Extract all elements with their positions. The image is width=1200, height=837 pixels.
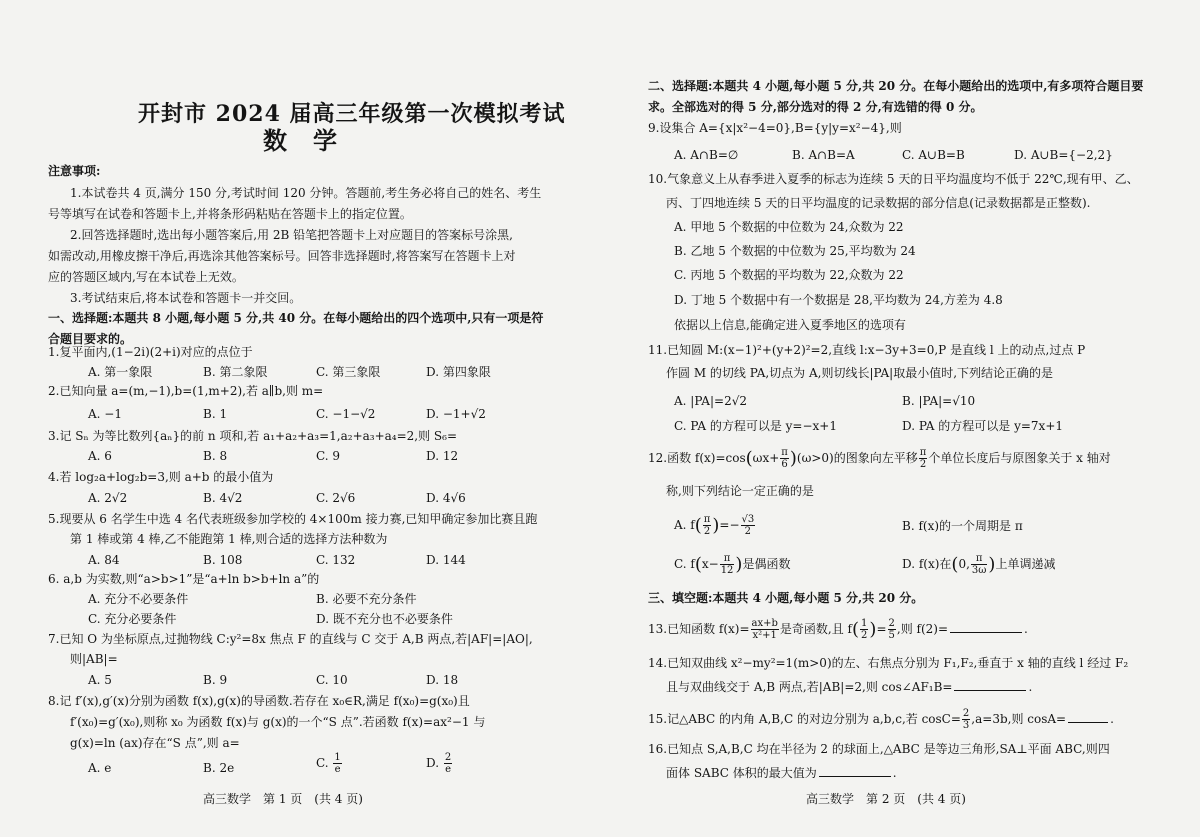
q11-option-b: B. |PA|=√10 xyxy=(902,394,976,408)
q5-option-a: A. 84 xyxy=(88,553,120,567)
q11-option-a: A. |PA|=2√2 xyxy=(674,394,747,408)
q7-option-a: A. 5 xyxy=(88,673,112,687)
q15-answer-blank xyxy=(1068,711,1108,723)
q12-option-a: A. f( $\frac{\pi}{2}$ )=− $\frac{√3}{2}$ xyxy=(674,514,755,537)
section-3-heading: 三、填空题:本题共 4 小题,每小题 5 分,共 20 分。 xyxy=(648,591,924,605)
q6-option-b: B. 必要不充分条件 xyxy=(316,592,417,606)
question-10: 10.气象意义上从春季进入夏季的标志为连续 5 天的日平均温度均不低于 22℃,现有甲、乙、 xyxy=(648,172,1139,186)
q10-option-c: C. 丙地 5 个数据的平均数为 22,众数为 22 xyxy=(674,268,904,282)
question-8: 8.记 f′(x),g′(x)分别为函数 f(x),g(x)的导函数.若存在 x₀∈R,满足 f(x₀)=g(x₀)且 xyxy=(48,694,470,708)
q12-option-c: C. f(x− $\frac{\pi}{12}$ )是偶函数 xyxy=(674,553,791,576)
right-page xyxy=(648,0,1156,837)
subject-title: 数学 xyxy=(263,126,363,155)
page-footer-2: 高三数学 第 2 页 (共 4 页) xyxy=(806,792,966,806)
q5-option-b: B. 108 xyxy=(203,553,243,567)
question-14-cont: 且与双曲线交于 A,B 两点,若|AB|=2,则 cos∠AF₁B= . xyxy=(666,680,1033,694)
q1-option-a: A. 第一象限 xyxy=(88,365,153,379)
q6-option-d: D. 既不充分也不必要条件 xyxy=(316,612,453,626)
question-6: 6. a,b 为实数,则“a>b>1”是“a+ln b>b+ln a”的 xyxy=(48,572,320,586)
question-1: 1.复平面内,(1−2i)(2+i)对应的点位于 xyxy=(48,345,253,359)
q2-option-b: B. 1 xyxy=(203,407,228,421)
q1-option-b: B. 第二象限 xyxy=(203,365,268,379)
question-7-cont: 则|AB|= xyxy=(70,652,118,666)
question-15: 15.记△ABC 的内角 A,B,C 的对边分别为 a,b,c,若 cosC= $\frac{2}{3}$ ,a=3b,则 cosA= . xyxy=(648,708,1114,731)
q2-option-d: D. −1+√2 xyxy=(426,407,486,421)
q5-option-d: D. 144 xyxy=(426,553,466,567)
q4-option-b: B. 4√2 xyxy=(203,491,243,505)
question-2: 2.已知向量 a=(m,−1),b=(1,m+2),若 a∥b,则 m= xyxy=(48,384,324,398)
q5-option-c: C. 132 xyxy=(316,553,356,567)
q8-option-d: D. $\frac{2}{e}$ xyxy=(426,752,452,775)
question-3: 3.记 Sₙ 为等比数列{aₙ}的前 n 项和,若 a₁+a₂+a₃=1,a₂+a₃+a₄=2,则 S₆= xyxy=(48,429,458,443)
section-2-heading-cont: 求。全部选对的得 5 分,部分选对的得 2 分,有选错的得 0 分。 xyxy=(648,100,983,114)
q3-option-b: B. 8 xyxy=(203,449,228,463)
q3-option-c: C. 9 xyxy=(316,449,341,463)
notice-3: 3.考试结束后,将本试卷和答题卡一并交回。 xyxy=(70,291,302,305)
left-page xyxy=(48,0,588,837)
q7-option-d: D. 18 xyxy=(426,673,459,687)
question-14: 14.已知双曲线 x²−my²=1(m>0)的左、右焦点分别为 F₁,F₂,垂直于 x 轴的直线 l 经过 F₂ xyxy=(648,656,1129,670)
question-8-cont2: g(x)=ln (ax)存在“S 点”,则 a= xyxy=(70,736,240,750)
q8-option-c: C. $\frac{1}{e}$ xyxy=(316,752,341,775)
section-1-heading: 一、选择题:本题共 8 小题,每小题 5 分,共 40 分。在每小题给出的四个选项中,只有一项是符 xyxy=(48,311,544,325)
q16-answer-blank xyxy=(819,765,891,777)
q6-option-a: A. 充分不必要条件 xyxy=(88,592,189,606)
question-5: 5.现要从 6 名学生中选 4 名代表班级参加学校的 4×100m 接力赛,已知甲确定参加比赛且跑 xyxy=(48,512,538,526)
q6-option-c: C. 充分必要条件 xyxy=(88,612,177,626)
q8-option-b: B. 2e xyxy=(203,761,235,775)
q10-option-b: B. 乙地 5 个数据的中位数为 25,平均数为 24 xyxy=(674,244,916,258)
question-8-cont: f′(x₀)=g′(x₀),则称 x₀ 为函数 f(x)与 g(x)的一个“S 点”.若函数 f(x)=ax²−1 与 xyxy=(70,715,486,729)
question-9: 9.设集合 A={x|x²−4=0},B={y|y=x²−4},则 xyxy=(648,121,902,135)
q7-option-b: B. 9 xyxy=(203,673,228,687)
q4-option-c: C. 2√6 xyxy=(316,491,356,505)
question-12-cont: 称,则下列结论一定正确的是 xyxy=(666,484,814,498)
exam-title: 开封市 2024 届高三年级第一次模拟考试 xyxy=(138,101,566,127)
section-1-heading-cont: 合题目要求的。 xyxy=(48,332,133,346)
q13-answer-blank xyxy=(950,621,1022,633)
notice-heading: 注意事项: xyxy=(48,164,101,178)
q8-option-a: A. e xyxy=(88,761,112,775)
q4-option-d: D. 4√6 xyxy=(426,491,466,505)
q2-option-c: C. −1−√2 xyxy=(316,407,376,421)
question-10-cont: 丙、丁四地连续 5 天的日平均温度的记录数据的部分信息(记录数据都是正整数). xyxy=(666,196,1091,210)
question-4: 4.若 log₂a+log₂b=3,则 a+b 的最小值为 xyxy=(48,470,274,484)
q7-option-c: C. 10 xyxy=(316,673,348,687)
q11-option-c: C. PA 的方程可以是 y=−x+1 xyxy=(674,419,837,433)
page-footer-1: 高三数学 第 1 页 (共 4 页) xyxy=(203,792,363,806)
q10-option-a: A. 甲地 5 个数据的中位数为 24,众数为 22 xyxy=(674,220,904,234)
q2-option-a: A. −1 xyxy=(88,407,122,421)
q12-option-b: B. f(x)的一个周期是 π xyxy=(902,519,1023,533)
q12-option-d: D. f(x)在(0, $\frac{\pi}{3\omega}$ )上单调递减 xyxy=(902,553,1056,576)
question-12: 12.函数 f(x)=cos(ωx+ $\frac{\pi}{6}$ )(ω>0)的图象向左平移 $\frac{\pi}{2}$ 个单位长度后与原图象关于 x 轴对 xyxy=(648,447,1111,470)
q11-option-d: D. PA 的方程可以是 y=7x+1 xyxy=(902,419,1064,433)
question-16-cont: 面体 SABC 体积的最大值为 . xyxy=(666,766,897,780)
notice-1: 1.本试卷共 4 页,满分 150 分,考试时间 120 分钟。答题前,考生务必将自己的姓名、考生 xyxy=(70,186,542,200)
q9-option-d: D. A∪B={−2,2} xyxy=(1014,148,1113,162)
q9-option-b: B. A∩B=A xyxy=(792,148,855,162)
question-13: 13.已知函数 f(x)= $\frac{ax+b}{\text{x²+1}}$ 是奇函数,且 f( $\frac{1}{2}$ )= $\frac{2}{5}$ ,则 f(2)= . xyxy=(648,618,1028,641)
q3-option-d: D. 12 xyxy=(426,449,459,463)
notice-2-cont: 如需改动,用橡皮擦干净后,再选涂其他答案标号。回答非选择题时,将答案写在答题卡上对 xyxy=(48,249,516,263)
question-10-tail: 依据以上信息,能确定进入夏季地区的选项有 xyxy=(674,318,906,332)
question-16: 16.已知点 S,A,B,C 均在半径为 2 的球面上,△ABC 是等边三角形,SA⊥平面 ABC,则四 xyxy=(648,742,1110,756)
q1-option-d: D. 第四象限 xyxy=(426,365,491,379)
q4-option-a: A. 2√2 xyxy=(88,491,128,505)
question-11-cont: 作圆 M 的切线 PA,切点为 A,则切线长|PA|取最小值时,下列结论正确的是 xyxy=(666,366,1054,380)
question-11: 11.已知圆 M:(x−1)²+(y+2)²=2,直线 l:x−3y+3=0,P 是直线 l 上的动点,过点 P xyxy=(648,343,1086,357)
q1-option-c: C. 第三象限 xyxy=(316,365,381,379)
notice-2-cont2: 应的答题区域内,写在本试卷上无效。 xyxy=(48,270,244,284)
q10-option-d: D. 丁地 5 个数据中有一个数据是 28,平均数为 24,方差为 4.8 xyxy=(674,293,1003,307)
q9-option-a: A. A∩B=∅ xyxy=(674,148,739,162)
notice-1-cont: 号等填写在试卷和答题卡上,并将条形码粘贴在答题卡上的指定位置。 xyxy=(48,207,412,221)
q9-option-c: C. A∪B=B xyxy=(902,148,965,162)
notice-2: 2.回答选择题时,选出每小题答案后,用 2B 铅笔把答题卡上对应题目的答案标号涂黑, xyxy=(70,228,513,242)
question-5-cont: 第 1 棒或第 4 棒,乙不能跑第 1 棒,则合适的选择方法种数为 xyxy=(70,532,388,546)
section-2-heading: 二、选择题:本题共 4 小题,每小题 5 分,共 20 分。在每小题给出的选项中,有多项符合题目要 xyxy=(648,79,1144,93)
question-7: 7.已知 O 为坐标原点,过抛物线 C:y²=8x 焦点 F 的直线与 C 交于 A,B 两点,若|AF|=|AO|, xyxy=(48,632,533,646)
q3-option-a: A. 6 xyxy=(88,449,112,463)
q14-answer-blank xyxy=(954,679,1026,691)
